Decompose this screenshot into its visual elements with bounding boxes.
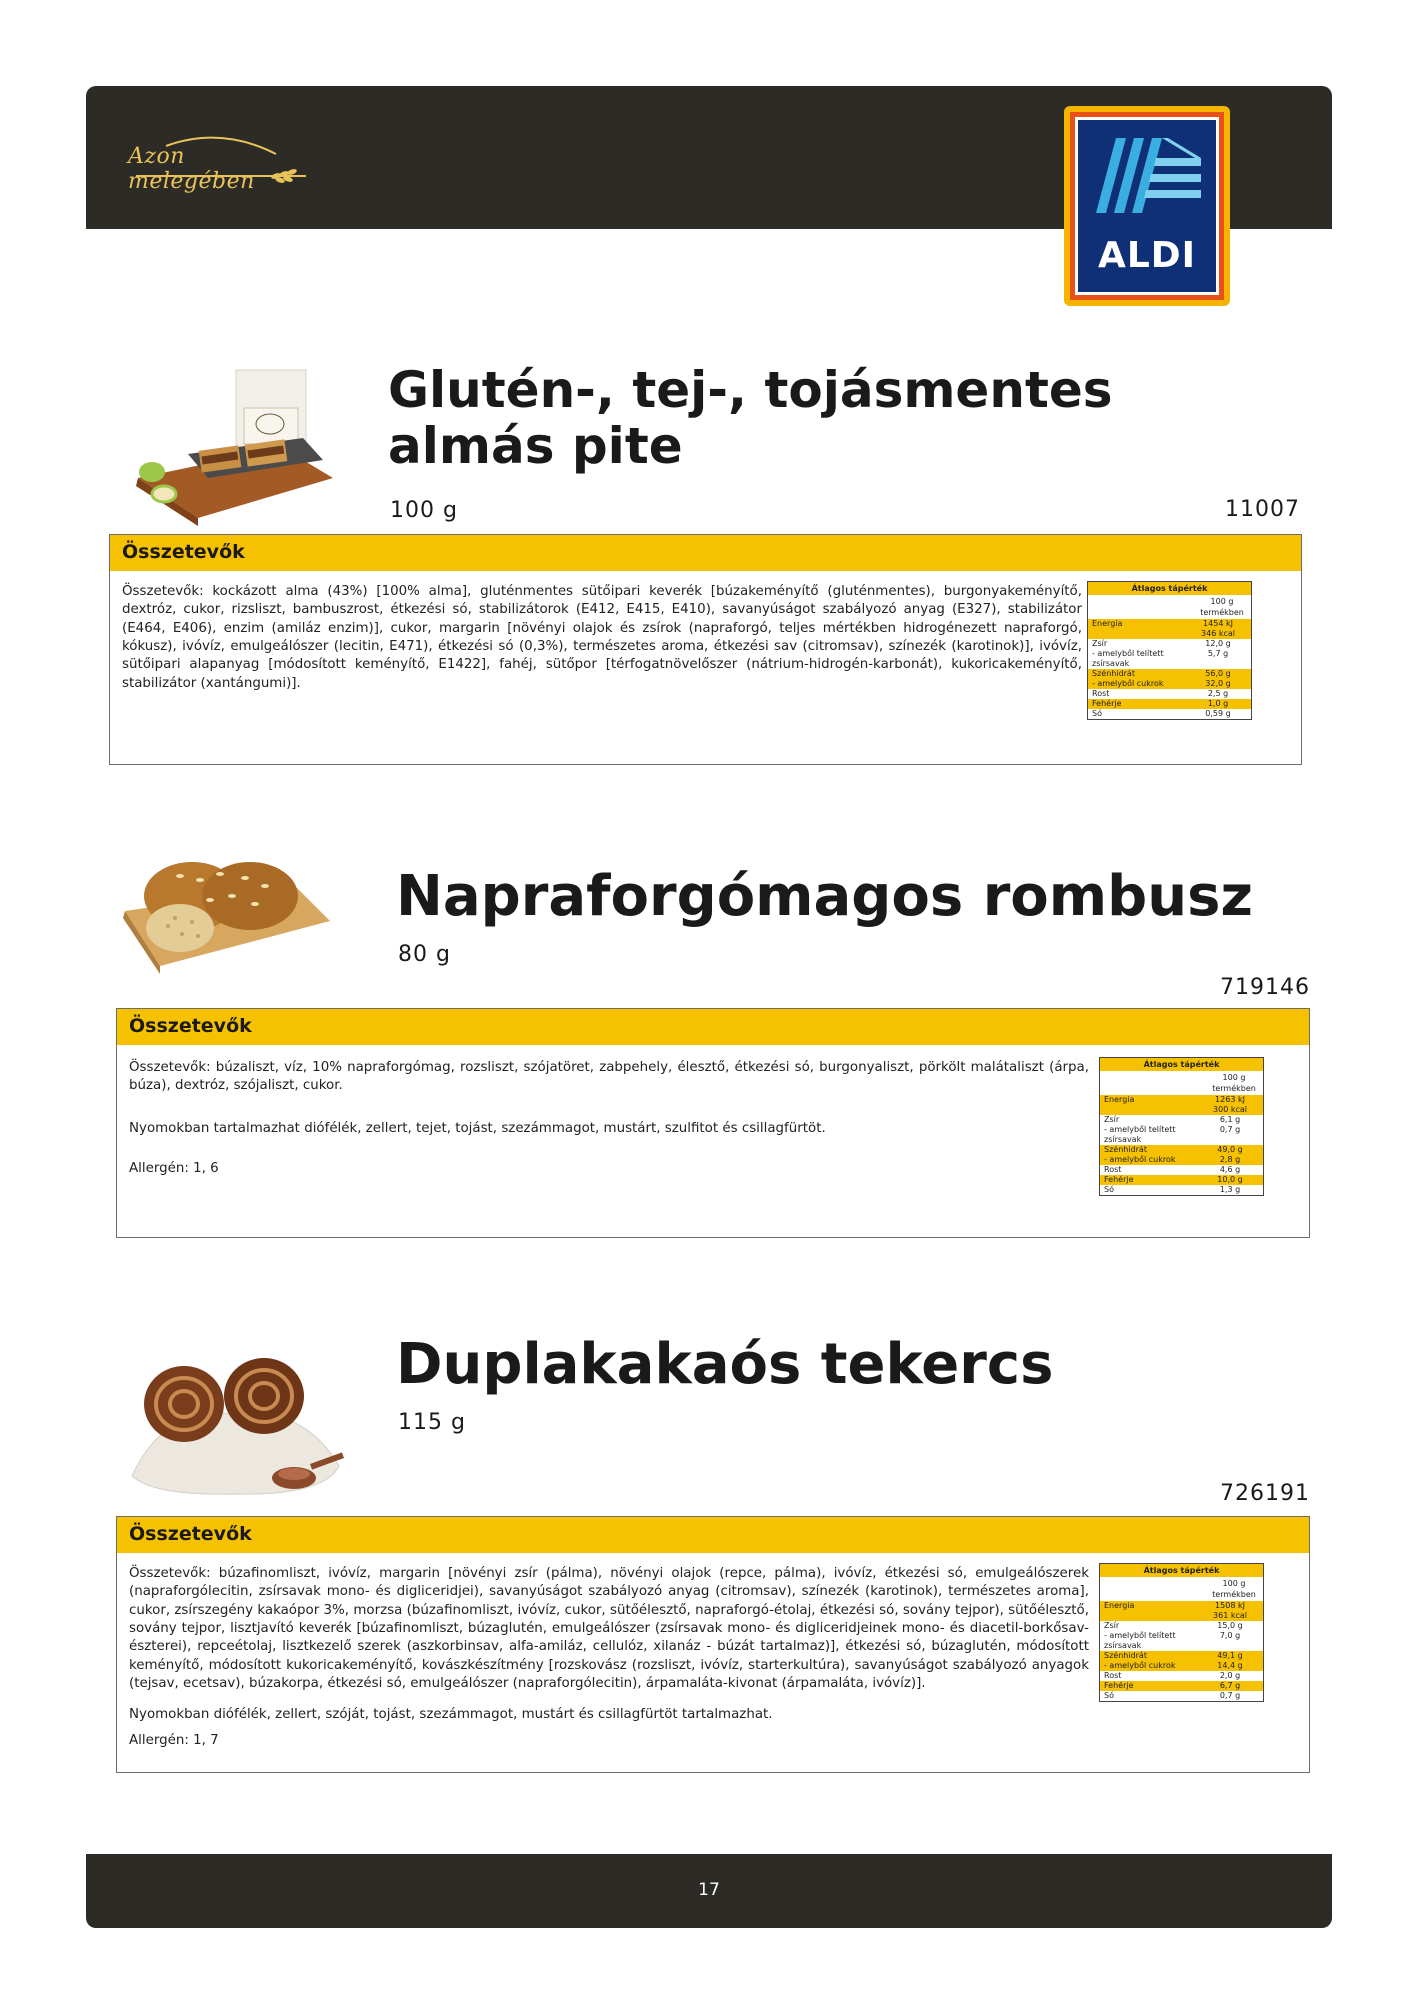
- nutrition-row: [1100, 1165, 1263, 1175]
- nutrition-value: 4,6 g: [1219, 1165, 1241, 1174]
- nutrition-row: [1088, 709, 1251, 719]
- product-code: 719146: [1220, 975, 1310, 1000]
- nutrition-label: Energia: [1104, 1601, 1135, 1610]
- ingredients-text: Összetevők: búzaliszt, víz, 10% napraforgómag, rozsliszt, szójatöret, zabpehely, élesztő, étkezési só, burgonyaliszt, pörkölt malátaliszt (árpa, búza), dextróz, szójaliszt, cukor.: [129, 1060, 1089, 1094]
- nutrition-value: 56,0 g: [1205, 669, 1231, 678]
- nutrition-per-unit: termékben: [1212, 1590, 1256, 1599]
- nutrition-row: [1100, 1185, 1263, 1195]
- product-weight: 100 g: [390, 498, 458, 523]
- nutrition-value: 15,0 g: [1217, 1621, 1243, 1630]
- nutrition-value: 49,1 g: [1217, 1651, 1243, 1660]
- footer-bar: [86, 1854, 1332, 1928]
- product-weight: 80 g: [398, 942, 451, 967]
- nutrition-value: 2,8 g: [1219, 1155, 1241, 1164]
- nutrition-value: 5,7 g: [1207, 649, 1229, 658]
- traces-text: Nyomokban tartalmazhat diófélék, zellert, tejet, tojást, szezámmagot, mustárt, szulfitot és csillagfürtöt.: [129, 1121, 826, 1136]
- nutrition-label: Rost: [1104, 1165, 1122, 1174]
- nutrition-row: [1088, 619, 1251, 629]
- nutrition-table: [1087, 581, 1252, 720]
- nutrition-value: 361 kcal: [1213, 1611, 1247, 1620]
- nutrition-row: [1088, 639, 1251, 649]
- nutrition-row: [1088, 689, 1251, 699]
- nutrition-label: Zsír: [1104, 1115, 1120, 1124]
- nutrition-row: [1088, 669, 1251, 679]
- ingredients-box: [116, 1516, 1310, 1773]
- nutrition-label: Zsír: [1092, 639, 1108, 648]
- nutrition-label: Zsír: [1104, 1621, 1120, 1630]
- nutrition-row: [1088, 699, 1251, 709]
- nutrition-label: - amelyből telített zsírsavak: [1104, 1125, 1176, 1144]
- nutrition-value: 2,0 g: [1219, 1671, 1241, 1680]
- nutrition-label: Energia: [1104, 1095, 1135, 1104]
- nutrition-row: [1100, 1155, 1263, 1165]
- nutrition-row: [1100, 1145, 1263, 1155]
- nutrition-value: 14,4 g: [1217, 1661, 1243, 1670]
- allergen-text: Allergén: 1, 7: [129, 1733, 219, 1748]
- nutrition-per-unit: termékben: [1212, 1084, 1256, 1093]
- allergen-text: Allergén: 1, 6: [129, 1161, 219, 1176]
- sunflower-roll-photo: [120, 856, 332, 984]
- nutrition-value: 2,5 g: [1207, 689, 1229, 698]
- nutrition-row: [1088, 629, 1251, 639]
- product-title: Duplakakaós tekercs: [396, 1332, 1054, 1397]
- nutrition-per-amount: 100 g: [1210, 597, 1234, 606]
- nutrition-per-amount: 100 g: [1222, 1073, 1246, 1082]
- brand-logo: [126, 132, 316, 192]
- nutrition-label: - amelyből telített zsírsavak: [1092, 649, 1164, 668]
- nutrition-label: Fehérje: [1092, 699, 1122, 708]
- nutrition-row: [1100, 1105, 1263, 1115]
- aldi-wordmark: ALDI: [1097, 235, 1197, 276]
- product-title-line: almás pite: [388, 417, 683, 475]
- nutrition-label: Rost: [1092, 689, 1110, 698]
- nutrition-label: - amelyből cukrok: [1104, 1661, 1176, 1670]
- product-title: [388, 362, 1113, 474]
- nutrition-value: 1,3 g: [1219, 1185, 1241, 1194]
- nutrition-value: 300 kcal: [1213, 1105, 1247, 1114]
- nutrition-label: [1104, 1611, 1201, 1621]
- page-number: 17: [698, 1880, 720, 1900]
- nutrition-label: - amelyből telített zsírsavak: [1104, 1631, 1176, 1650]
- product-title-line: Glutén-, tej-, tojásmentes: [388, 361, 1113, 419]
- product-code: 726191: [1220, 1481, 1310, 1506]
- nutrition-value: 32,0 g: [1205, 679, 1231, 688]
- nutrition-label: Fehérje: [1104, 1175, 1134, 1184]
- ingredients-text: Összetevők: kockázott alma (43%) [100% alma], gluténmentes sütőipari keverék [búzakeményítő (gluténmentes), burgonyakeményítő, dextróz, cukor, rizsliszt, bambuszrost, étkezési só, stabilizátorok (E412, E415, E410), savanyúságot szabályozó anyag (E327), stabilizátor (E464, E406), enzim (amiláz enzim)], cukor, margarin [növényi olajok és zsírok (napraforgó, teljes mértékben hidrogénezett napraforgó, kókusz), ivóvíz, emulgeálószer (lecitin, E471), étkezési só (0,3%), természetes aroma, étkezési sav (citromsav), színezék (karotinok)], ivóvíz, sütőipari alapanyag [módosított keményítő, E1422], fahéj, sütőpor [térfogatnövelőszer (nátrium-hidrogén-karbonát), kukoricakeményítő, stabilizátor (xantángumi)].: [122, 584, 1082, 691]
- cocoa-roll-photo: [124, 1346, 352, 1498]
- nutrition-value: 1508 kJ: [1215, 1601, 1245, 1610]
- nutrition-value: 346 kcal: [1201, 629, 1235, 638]
- nutrition-label: Só: [1104, 1185, 1114, 1194]
- nutrition-title: Átlagos tápérték: [1088, 582, 1251, 595]
- nutrition-value: 7,0 g: [1219, 1631, 1241, 1640]
- ingredients-text: Összetevők: búzafinomliszt, ivóvíz, margarin [növényi zsír (pálma), növényi olajok (repce, pálma), ivóvíz, étkezési só, emulgeálószerek (napraforgólecitin, zsírsavak mono- és digliceridjei), savanyúságot szabályozó anyag (citromsav), színezék (karotinok), természetes aroma], cukor, zsírszegény kakaópor 3%, morzsa (búzafinomliszt, ivóvíz, cukor, sütőélesztő, napraforgó-étolaj, étkezési só, sovány tejpor), sütőélesztő, sovány tejpor, lisztjavító keverék [búzafinomliszt, búzaglutén, emulgeálószer (zsírsavak mono- és digliceridjeinek mono- és diacetil-borkősav-észterei), repceétolaj, lisztkezelő szerek (aszkorbinsav, alfa-amiláz, cellulóz, xilanáz - búzát tartalmaz)], étkezési só, búzaglutén, módosított keményítő, módosított kukoricakeményítő, kovászkészítmény [rozskovász (rozsliszt, ivóvíz, starterkultúra), savanyúságot szabályozó anyagok (tejsav, ecetsav), búzakorpa, étkezési só, emulgeálószer (napraforgólecitin), árpamaláta-kivonat (árpamaláta, ivóvíz)].: [129, 1566, 1089, 1692]
- nutrition-row: [1100, 1621, 1263, 1631]
- nutrition-value: 10,0 g: [1217, 1175, 1243, 1184]
- nutrition-label: Fehérje: [1104, 1681, 1134, 1690]
- ingredients-box: [109, 534, 1302, 765]
- nutrition-value: 1,0 g: [1207, 699, 1229, 708]
- nutrition-title: Átlagos tápérték: [1100, 1564, 1263, 1577]
- nutrition-value: 0,7 g: [1219, 1691, 1241, 1700]
- nutrition-row: [1100, 1651, 1263, 1661]
- ingredients-heading: Összetevők: [110, 535, 1301, 571]
- nutrition-value: 6,7 g: [1219, 1681, 1241, 1690]
- nutrition-label: [1092, 629, 1189, 639]
- traces-text: Nyomokban diófélék, zellert, szóját, tojást, szezámmagot, mustárt és csillagfürtöt tartalmazhat.: [129, 1707, 773, 1722]
- nutrition-value: 1263 kJ: [1215, 1095, 1245, 1104]
- ingredients-heading: Összetevők: [117, 1517, 1309, 1553]
- product-weight: 115 g: [398, 1410, 466, 1435]
- ingredients-box: [116, 1008, 1310, 1238]
- nutrition-value: 49,0 g: [1217, 1145, 1243, 1154]
- nutrition-value: 0,7 g: [1219, 1125, 1241, 1134]
- nutrition-row: [1100, 1125, 1263, 1145]
- nutrition-label: Energia: [1092, 619, 1123, 628]
- nutrition-row: [1100, 1691, 1263, 1701]
- nutrition-row: [1100, 1175, 1263, 1185]
- nutrition-value: 6,1 g: [1219, 1115, 1241, 1124]
- nutrition-label: - amelyből cukrok: [1092, 679, 1164, 688]
- nutrition-row: [1088, 649, 1251, 669]
- nutrition-label: Szénhidrát: [1092, 669, 1135, 678]
- nutrition-label: Só: [1092, 709, 1102, 718]
- nutrition-row: [1100, 1601, 1263, 1611]
- nutrition-label: Só: [1104, 1691, 1114, 1700]
- nutrition-title: Átlagos tápérték: [1100, 1058, 1263, 1071]
- apple-pie-photo: [128, 368, 350, 526]
- nutrition-label: - amelyből cukrok: [1104, 1155, 1176, 1164]
- nutrition-value: 1454 kJ: [1203, 619, 1233, 628]
- aldi-logo: [1064, 106, 1230, 306]
- nutrition-row: [1100, 1661, 1263, 1671]
- nutrition-value: 12,0 g: [1205, 639, 1231, 648]
- nutrition-table: [1099, 1057, 1264, 1196]
- nutrition-row: [1100, 1611, 1263, 1621]
- product-title: Napraforgómagos rombusz: [396, 864, 1254, 929]
- nutrition-label: Szénhidrát: [1104, 1651, 1147, 1660]
- nutrition-row: [1100, 1671, 1263, 1681]
- nutrition-value: 0,59 g: [1205, 709, 1231, 718]
- ingredients-heading: Összetevők: [117, 1009, 1309, 1045]
- nutrition-label: Szénhidrát: [1104, 1145, 1147, 1154]
- nutrition-row: [1088, 679, 1251, 689]
- nutrition-per-amount: 100 g: [1222, 1579, 1246, 1588]
- nutrition-row: [1100, 1115, 1263, 1125]
- nutrition-row: [1100, 1631, 1263, 1651]
- nutrition-row: [1100, 1681, 1263, 1691]
- product-code: 11007: [1225, 497, 1300, 522]
- nutrition-label: Rost: [1104, 1671, 1122, 1680]
- nutrition-row: [1100, 1095, 1263, 1105]
- nutrition-per-unit: termékben: [1200, 608, 1244, 617]
- nutrition-label: [1104, 1105, 1201, 1115]
- brand-tagline: Azon melegében: [128, 144, 255, 194]
- aldi-stripes-icon: [1096, 138, 1206, 218]
- nutrition-table: [1099, 1563, 1264, 1702]
